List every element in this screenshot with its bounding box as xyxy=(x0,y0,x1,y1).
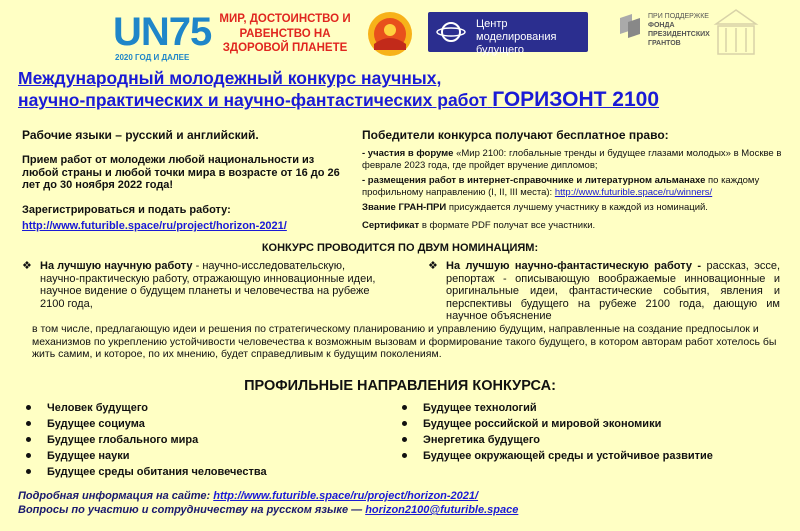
nomination-2-bold: На лучшую научно-фантастическую работу - xyxy=(446,260,702,272)
fund-support-label: ПРИ ПОДДЕРЖКЕ xyxy=(648,13,709,20)
list-item: Будущее российской и мировой экономики xyxy=(398,416,788,432)
bullet-icon xyxy=(402,437,407,442)
nomination-continuation: в том числе, предлагающую идеи и решения по стратегическому планированию и управлению будущим, направленные на создание предпосылок и механизмов по укреплению устойчивости человечества к возможным вызовам и формирование такого будущего, в котором авторам работ хотелось бы жить самим, и которое, по их мнению, будет справедливым к будущим поколениям. xyxy=(32,323,777,360)
bullet-icon xyxy=(402,453,407,458)
info-label: Подробная информация на сайте: xyxy=(18,490,211,502)
register-label: Зарегистрироваться и подать работу: xyxy=(22,203,231,216)
fund-flag-icon xyxy=(618,12,642,42)
winners-publication xyxy=(362,175,782,198)
directions-heading: ПРОФИЛЬНЫЕ НАПРАВЛЕНИЯ КОНКУРСА: xyxy=(244,378,556,394)
publication-text: по каждому профильному направлению (I, II, III места): xyxy=(362,175,760,198)
list-item: Будущее социума xyxy=(22,416,382,432)
diamond-bullet-icon: ❖ xyxy=(22,260,32,272)
list-item: Будущее глобального мира xyxy=(22,432,382,448)
un75-logo xyxy=(113,12,211,62)
info-link[interactable]: http://www.futurible.space/ru/project/horizon-2021/ xyxy=(213,490,479,502)
list-item: Человек будущего xyxy=(22,400,382,416)
nomination-sci-fi xyxy=(428,260,780,323)
fund-name: ФОНДА ПРЕЗИДЕНТСКИХ ГРАНТОВ xyxy=(648,22,710,47)
center-future-modeling-logo xyxy=(428,12,588,56)
winners-forum xyxy=(362,148,782,171)
slogan: МИР, ДОСТОИНСТВО И РАВЕНСТВО НА ЗДОРОВОЙ ПЛАНЕТЕ xyxy=(219,13,351,54)
admission-note: Прием работ от молодежи любой национальности из любой страны и любой точки мира в возрасте от 16 до 26 лет до 30 ноября 2022 года! xyxy=(22,154,340,191)
directions-right-list xyxy=(398,400,788,464)
list-item: Будущее среды обитания человечества xyxy=(22,464,382,480)
title-line-1: Международный молодежный конкурс научных, xyxy=(18,68,442,88)
certificate-bold: Сертификат xyxy=(362,219,420,231)
building-watermark-icon xyxy=(710,6,762,60)
languages-note: Рабочие языки – русский и английский. xyxy=(22,128,259,142)
footer xyxy=(18,489,518,517)
contact-label: Вопросы по участию и сотрудничеству на русском языке — xyxy=(18,504,363,516)
bullet-icon xyxy=(26,405,31,410)
nominations-heading: КОНКУРС ПРОВОДИТСЯ ПО ДВУМ НОМИНАЦИЯМ: xyxy=(261,242,539,254)
globe-people-emblem-icon xyxy=(366,10,414,58)
right-column xyxy=(362,128,782,231)
nomination-1-text: - научно-исследовательскую, научно-практическую работу, отражающую инновационные идеи, научное видение о будущем планеты и человечества на рубеже 2100 года, xyxy=(40,260,376,310)
planet-icon xyxy=(436,18,466,46)
un75-mark: UN75 xyxy=(113,10,212,54)
certificate-note xyxy=(362,220,782,232)
winners-link[interactable]: http://www.futurible.space/ru/winners/ xyxy=(554,186,713,198)
winners-heading: Победители конкурса получают бесплатное право: xyxy=(362,128,669,142)
bullet-icon xyxy=(26,437,31,442)
nomination-scientific xyxy=(22,260,382,310)
certificate-text: в формате PDF получат все участники. xyxy=(421,219,596,231)
bullet-icon xyxy=(26,421,31,426)
grand-prix-note xyxy=(362,202,782,214)
directions-left-list xyxy=(22,400,382,480)
nomination-1-bold: На лучшую научную работу xyxy=(40,260,193,272)
bullet-icon xyxy=(402,421,407,426)
list-item: Будущее технологий xyxy=(398,400,788,416)
center-name: Центр моделирования будущего xyxy=(476,18,557,56)
contact-email-link[interactable]: horizon2100@futurible.space xyxy=(365,504,519,516)
list-item: Будущее науки xyxy=(22,448,382,464)
grand-prix-bold: Звание ГРАН-ПРИ xyxy=(362,202,447,213)
diamond-bullet-icon: ❖ xyxy=(428,260,438,272)
publication-bold: - размещения работ в интернет-справочнике и литературном альманахе xyxy=(362,175,706,186)
page-title xyxy=(18,68,659,111)
un75-subtitle: 2020 ГОД И ДАЛЕЕ xyxy=(115,53,190,62)
list-item: Будущее окружающей среды и устойчивое развитие xyxy=(398,448,788,464)
grand-prix-text: присуждается лучшему участнику в каждой из номинаций. xyxy=(448,202,708,213)
forum-bold: - участия в форуме xyxy=(362,148,454,159)
bullet-icon xyxy=(26,453,31,458)
left-column xyxy=(22,128,340,234)
forum-text: «Мир 2100: глобальные тренды и будущее глазами молодых» в Москве в феврале 2023 года, где пройдет вручение дипломов; xyxy=(362,148,782,171)
title-brand: ГОРИЗОНТ 2100 xyxy=(492,88,660,111)
bullet-icon xyxy=(26,469,31,474)
list-item: Энергетика будущего xyxy=(398,432,788,448)
bullet-icon xyxy=(402,405,407,410)
title-line-2: научно-практических и научно-фантастических работ xyxy=(18,90,488,110)
nomination-2-text: рассказ, эссе, репортаж - описывающую воображаемые инновационные и оригинальные идеи, фантастические события, явления и перспективы будущего на рубеже 2100 года, дающую им научное объяснение xyxy=(446,260,780,322)
register-link[interactable]: http://www.futurible.space/ru/project/horizon-2021/ xyxy=(22,220,287,232)
